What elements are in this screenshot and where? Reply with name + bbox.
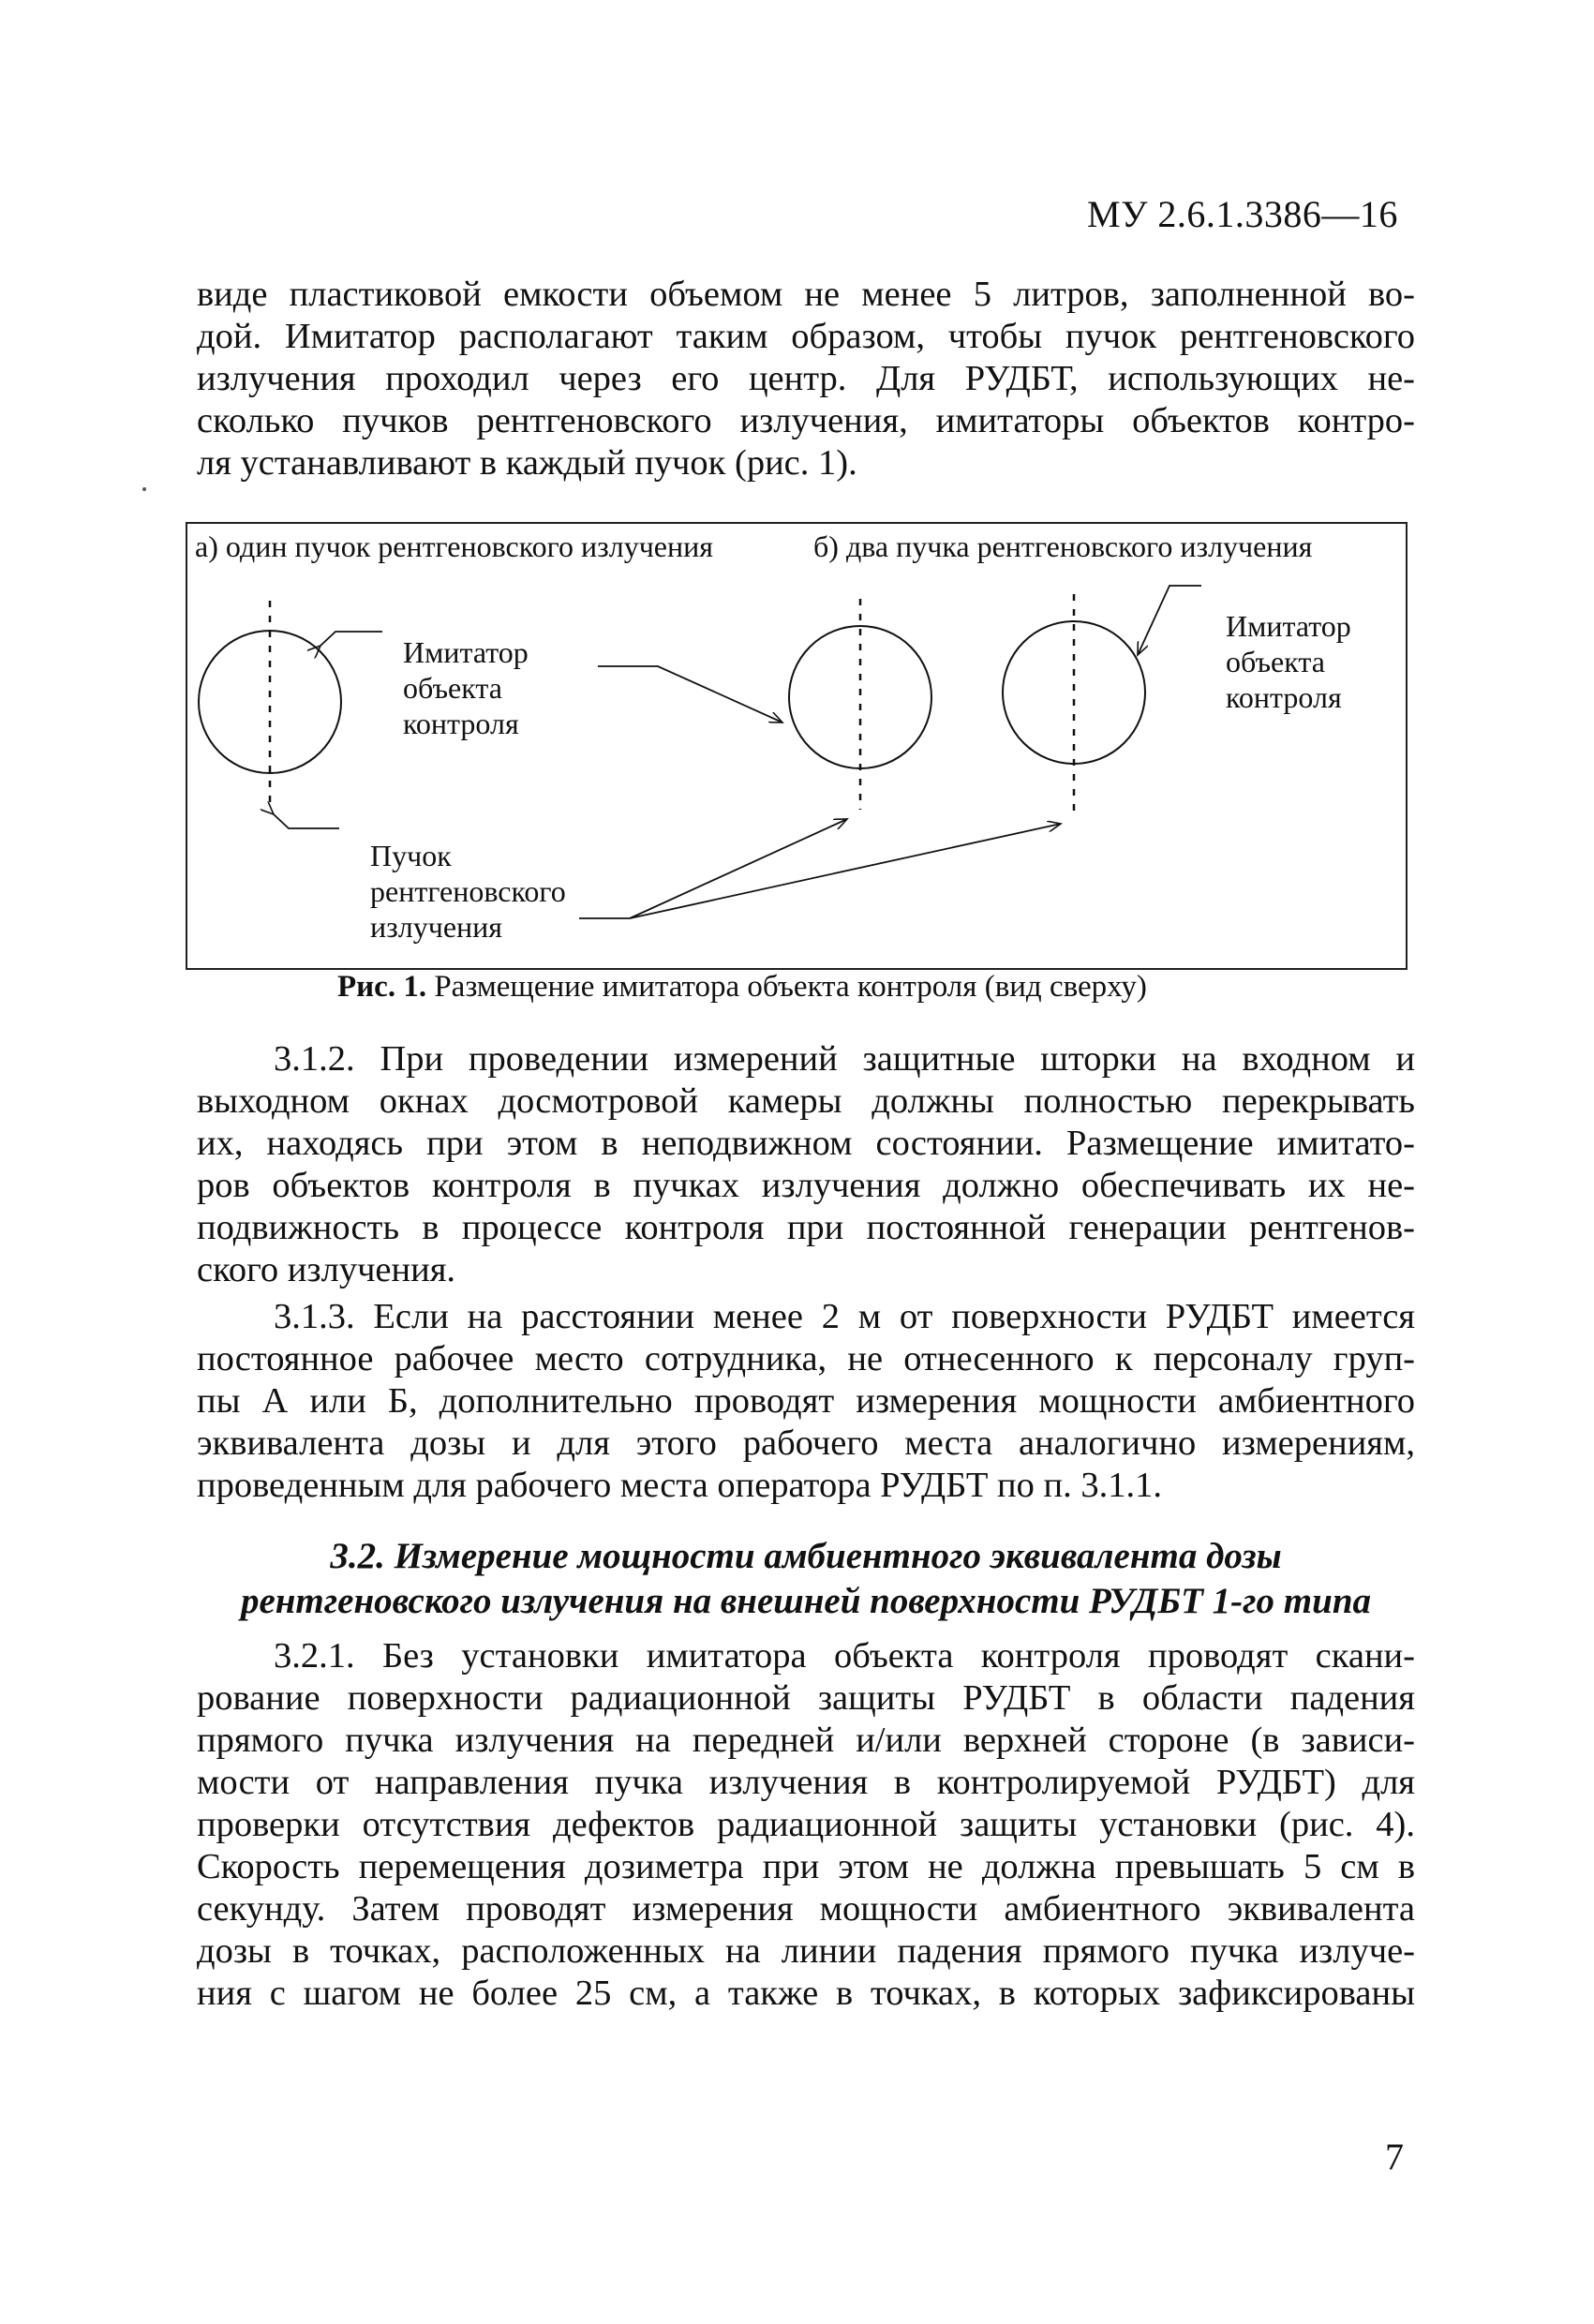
label-line: контроля	[403, 707, 519, 740]
text-line: проверки отсутствия дефектов радиационной защиты установки (рис. 4).	[197, 1805, 1415, 1844]
label-line: контроля	[1226, 680, 1342, 714]
text-line: эквивалента дозы и для этого рабочего места аналогично измерениям,	[197, 1423, 1415, 1463]
caption-number: Рис. 1.	[337, 970, 427, 1004]
text-line: проведенным для рабочего места оператора РУДБТ по п. 3.1.1.	[197, 1466, 1162, 1505]
text-line: подвижность в процессе контроля при постоянной генерации рентгенов-	[197, 1208, 1415, 1247]
label-line: объекта	[1226, 645, 1325, 678]
text-line: постоянное рабочее место сотрудника, не отнесенного к персоналу груп-	[197, 1339, 1415, 1378]
label-line: Имитатор	[403, 635, 529, 669]
text-line: прямого пучка излучения на передней и/или верхней стороне (в зависи-	[197, 1721, 1415, 1760]
label-line: рентгеновского	[370, 874, 566, 908]
text-line: ния с шагом не более 25 см, а также в точках, в которых зафиксированы	[197, 1974, 1415, 2013]
beam-pointer-a	[274, 814, 339, 828]
text-line: рование поверхности радиационной защиты РУДБТ в области падения	[197, 1678, 1415, 1718]
text-line: ля устанавливают в каждый пучок (рис. 1).	[197, 443, 857, 483]
scan-speck	[142, 487, 146, 491]
text-line: 3.2.1. Без установки имитатора объекта контроля проводят скани-	[274, 1636, 1415, 1676]
paragraph-3-1-3	[197, 1296, 1415, 1507]
paragraph-3-2-1	[197, 1635, 1415, 2015]
panel-b-title: б) два пучка рентгеновского излучения	[813, 529, 1313, 563]
page-number: 7	[1385, 2136, 1404, 2178]
section-title-line: 3.2. Измерение мощности амбиентного эквивалента дозы	[330, 1536, 1282, 1576]
panel-a-title: а) один пучок рентгеновского излучения	[195, 529, 713, 563]
caption-text: Размещение имитатора объекта контроля (вид сверху)	[426, 970, 1147, 1004]
document-code: МУ 2.6.1.3386—16	[1087, 193, 1398, 235]
section-title-line: рентгеновского излучения на внешней поверхности РУДБТ 1-го типа	[240, 1581, 1372, 1621]
imitator-pointer-a	[320, 632, 382, 646]
paragraph-intro	[197, 274, 1415, 484]
figure-1	[186, 522, 1408, 970]
text-line: ров объектов контроля в пучках излучения должно обеспечивать их не-	[197, 1166, 1415, 1205]
label-line: излучения	[370, 910, 502, 944]
text-line: пы А или Б, дополнительно проводят измерения мощности амбиентного	[197, 1381, 1415, 1421]
section-title	[197, 1534, 1415, 1624]
text-line: излучения проходил через его центр. Для РУДБТ, использующих не-	[197, 359, 1415, 398]
imitator-arrow-b2	[1138, 586, 1201, 655]
text-line: Скорость перемещения дозиметра при этом не должна превышать 5 см в	[197, 1847, 1415, 1886]
beam-arrow-b1	[630, 819, 847, 918]
figure-drawing	[187, 524, 1406, 968]
text-line: секунду. Затем проводят измерения мощности амбиентного эквивалента	[197, 1889, 1415, 1929]
text-line: 3.1.2. При проведении измерений защитные шторки на входном и	[274, 1039, 1415, 1079]
label-line: объекта	[403, 671, 502, 705]
text-line: дозы в точках, расположенных на линии падения прямого пучка излуче-	[197, 1931, 1415, 1971]
text-line: 3.1.3. Если на расстоянии менее 2 м от поверхности РУДБТ имеется	[274, 1297, 1415, 1336]
imitator-arrow-b1	[598, 666, 782, 723]
paragraph-3-1-2	[197, 1038, 1415, 1291]
text-line: дой. Имитатор располагают таким образом, чтобы пучок рентгеновского	[197, 317, 1415, 356]
text-line: выходном окнах досмотровой камеры должны полностью перекрывать	[197, 1081, 1415, 1121]
figure-caption	[337, 970, 1147, 1005]
text-line: ского излучения.	[197, 1250, 456, 1289]
beam-arrow-b2	[630, 824, 1061, 918]
text-line: их, находясь при этом в неподвижном состоянии. Размещение имитато-	[197, 1124, 1415, 1163]
label-line: Имитатор	[1226, 609, 1351, 643]
text-line: сколько пучков рентгеновского излучения, имитаторы объектов контро-	[197, 401, 1415, 440]
label-line: Пучок	[370, 839, 452, 872]
text-line: виде пластиковой емкости объемом не менее 5 литров, заполненной во-	[197, 275, 1415, 314]
text-line: мости от направления пучка излучения в контролируемой РУДБТ) для	[197, 1763, 1415, 1802]
